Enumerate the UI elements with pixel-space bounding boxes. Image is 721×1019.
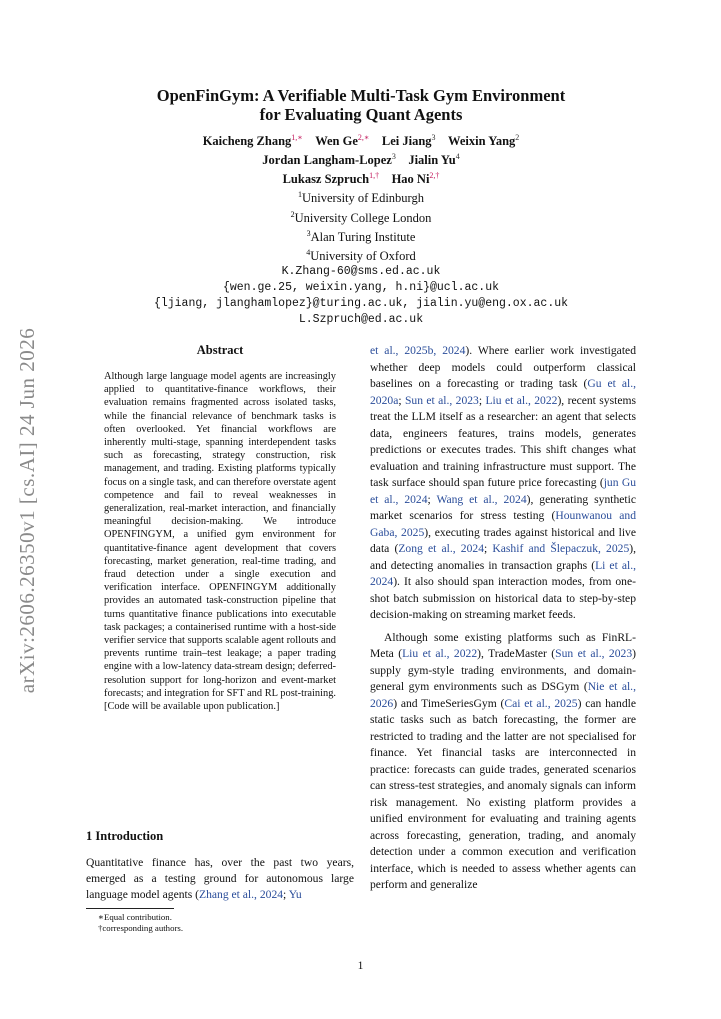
citation-link[interactable]: Liu et al., 2022 [485,393,558,407]
abstract-heading: Abstract [196,343,244,357]
footnote-rule [86,908,174,909]
body-text-run: ; [398,393,405,407]
title-line-1: OpenFinGym: A Verifiable Multi-Task Gym Environment [156,86,566,105]
intro-paragraph [86,855,354,903]
arxiv-id: arXiv:2606.26350v1 [cs.AI] 24 Jun 2026 [15,327,40,693]
body-text-run: ) supply gym-style trading environments, and domain-general gym environments such as DSGym ( [370,647,636,693]
affiliation: $^3$Alan Turing Institute [306,228,416,244]
affiliation: $^2$University College London [290,209,432,225]
affiliation: $^4$University of Oxford [306,247,416,264]
affiliation: $^1$University of Edinburgh [298,190,424,206]
title-block [86,86,636,328]
body-text-run: ), recent systems treat the LLM itself as a researcher: an agent that selects data, engineers features, trains models, generates predictions or executes trades. This shift changes what evaluation and training infrastructure must support. The task surface should span future price forecasting ( [370,393,636,489]
body-text-run: ) and TimeSeriesGym ( [393,696,505,710]
author-affil-marker: 3 [391,152,396,162]
author-line-1 [86,130,636,149]
citation-link[interactable]: Yu [288,888,302,901]
paper-title [86,86,636,124]
author-affil-marker: 2,∗ [357,133,370,142]
author-name: Weixin Yang [448,134,516,149]
email-address[interactable]: L.Szpruch@ed.ac.uk [298,313,424,327]
citation-link[interactable]: Wang et al., 2024 [436,492,527,506]
body-text-run: ; [484,542,493,555]
citation-link[interactable]: Zhang et al., 2024 [199,888,284,901]
intro-text: Quantitative finance has, over the past two years, emerged as a testing ground for autonomous large language model agents ( [86,856,354,901]
abstract-text: Although large language model agents are increasingly applied to quantitative-finance workflows, their evaluation remains fragmented across isolated tasks, while the financial relevance of benchmark tasks is often overlooked. Yet financial workflows are inherently multi-stage, spanning interdependent tasks such as forecasting, strategy construction, risk management, and trading. Existing platforms typically focus on a single task, and can therefore overstate agent competence and fail to reveal weaknesses in generalization, real-market interaction, and financially meaningful decision-making. We introduce OPENFINGYM, a unified gym environment for quantitative-finance agent development that covers forecasting, market generation, real-time trading, and fraud detection under a single execution and verification interface. OPENFINGYM additionally provides an automated task-construction pipeline that turns quantitative finance publications into executable task packages; a containerised runtime with a host-side verifier service that supports scalable agent rollouts and prevents runtime train–test leakage; a paper trading engine with a low-latency data-stream design; deferred-resolution support for long-horizon and event-market forecasts; and integration for SFT and RL post-training. [Code will be available upon publication.] [104,371,336,713]
author-name: Hao Ni [391,172,430,187]
citation-link[interactable]: Sun et al., 2023 [404,393,479,407]
author-name: Jordan Langham-Lopez [262,153,392,168]
author-affil-marker: 2,† [429,171,440,181]
author-list [86,130,636,187]
author-affil-marker: 1,∗ [291,133,303,142]
author-name: Wen Ge [315,134,358,149]
email-address[interactable]: {wen.ge.25, weixin.yang, h.ni}@ucl.ac.uk [222,281,500,295]
affiliation-list [86,187,636,264]
citation-link[interactable]: Li et al., 2024 [370,558,636,588]
author-line-3 [86,168,636,187]
body-paragraph-2 [370,630,636,894]
author-affil-marker: 4 [455,152,460,162]
citation-link[interactable]: Liu et al., 2022 [402,647,478,660]
email-address[interactable]: K.Zhang-60@sms.ed.ac.uk [281,265,441,279]
author-affil-marker: 1,† [369,171,380,181]
body-text-run: ) can handle static tasks such as batch forecasting, the former are restricted to trading and the latter are not specialised for finance. Yet financial tasks are interconnected in practice: forecasts can guide trades, generated scenarios can stress-test strategies, and anomaly signals can inform risk management. No existing platform provides a unified environment for evaluating and training agents across forecasting, generation, trading, and anomaly detection under a common execution and verification interface, which is needed to assess whether agents can perform and generalize [370,696,637,891]
email-list [86,264,636,328]
body-text-run: ). It also should span interaction modes, from one-shot batch submission on historical data to step-by-step decision-making on streaming market feeds. [370,575,636,621]
citation-link[interactable]: Kashif and Šlepaczuk, 2025 [492,542,630,555]
author-line-2 [86,149,636,168]
footnote-corresponding: †corresponding authors. [98,923,184,933]
body-text-run: Although some existing platforms such as FinRL-Meta ( [370,630,636,660]
citation-link[interactable]: Gu et al., 2020a [370,377,636,407]
citation-link[interactable]: Sun et al., 2023 [555,647,633,660]
body-text-run: ), generating synthetic market scenarios for stress testing ( [370,492,636,522]
body-text-run: ), executing trades against historical and live data ( [370,525,636,555]
body-paragraph-1 [370,343,636,624]
author-name: Jialin Yu [408,153,456,168]
intro-separator: ; [283,888,289,901]
page-number: 1 [357,960,364,972]
right-column [370,343,636,894]
citation-link[interactable]: Zong et al., 2024 [398,542,484,555]
title-line-2: for Evaluating Quant Agents [259,105,463,124]
footnotes [86,908,354,934]
section-heading-introduction: 1 Introduction [86,829,164,843]
citation-link[interactable]: et al., 2025b, 2024 [370,344,466,357]
arxiv-stamp [8,300,48,720]
author-name: Lei Jiang [381,134,432,149]
email-address[interactable]: {ljiang, jlanghamlopez}@turing.ac.uk, jialin.yu@eng.ox.ac.uk [153,297,569,311]
body-text-run: ; [427,492,437,506]
author-affil-marker: 2 [515,133,520,142]
author-affil-marker: 3 [431,133,436,142]
body-text-run: ), and detecting anomalies in transaction graphs ( [370,542,637,572]
body-text-run: ; [478,393,486,407]
footnote-equal-contribution: ∗Equal contribution. [98,912,172,922]
body-text-run: ), TradeMaster ( [477,647,556,660]
author-name: Lukasz Szpruch [282,172,370,187]
citation-link[interactable]: jun Gu et al., 2024 [370,476,636,506]
citation-link[interactable]: Nie et al., 2026 [370,680,636,710]
citation-link[interactable]: Hounwanou and Gaba, 2025 [370,509,637,539]
body-text-run: ). Where earlier work investigated whether deep models could outperform classical baselines on a forecasting or trading task ( [370,344,636,390]
author-name: Kaicheng Zhang [202,134,292,149]
left-column [86,343,354,933]
citation-link[interactable]: Cai et al., 2025 [504,696,578,710]
